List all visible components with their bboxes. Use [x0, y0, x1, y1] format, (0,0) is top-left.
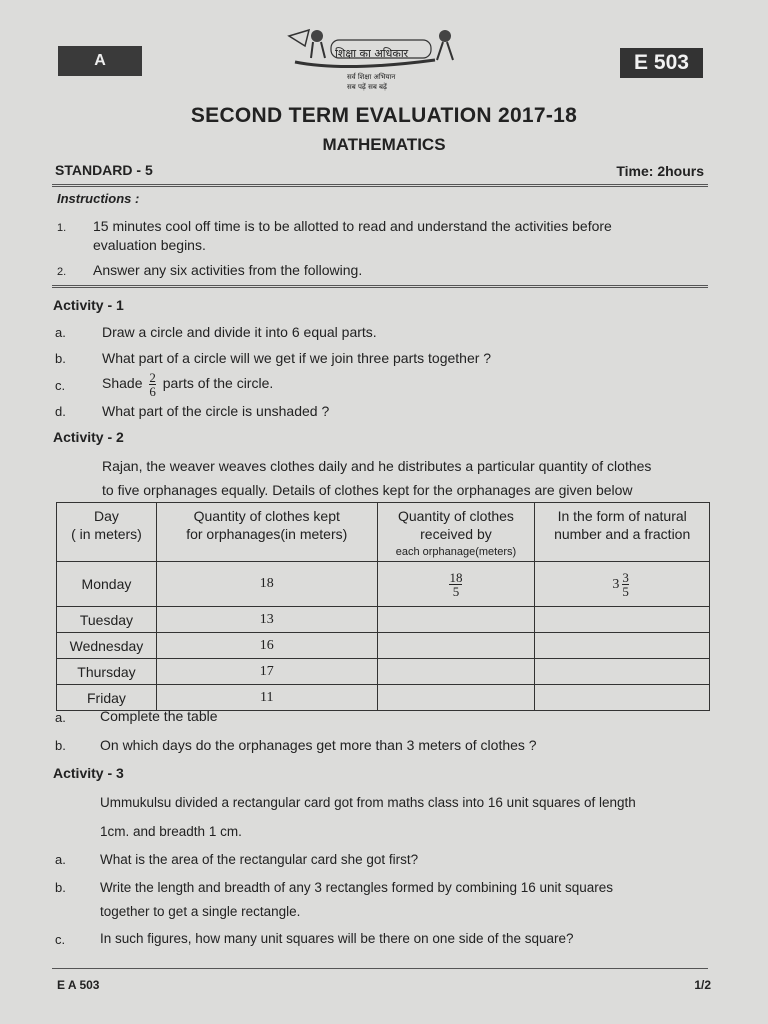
- logo-subtext: सर्व शिक्षा अभियान: [347, 73, 396, 81]
- day-cell: Wednesday: [57, 633, 157, 659]
- divider: [52, 184, 708, 187]
- instruction-text: 15 minutes cool off time is to be allotted to read and understand the activities before: [93, 218, 612, 234]
- table-header-cell: [377, 503, 535, 562]
- question-text: On which days do the orphanages get more than 3 meters of clothes ?: [100, 737, 537, 753]
- mixed-number-cell: [535, 607, 710, 633]
- header-text: received by: [420, 526, 492, 542]
- mixed-number-cell: [535, 562, 710, 607]
- table-header-cell: [535, 503, 710, 562]
- activity-heading: Activity - 3: [53, 765, 124, 781]
- fraction-numerator: 3: [622, 569, 629, 585]
- fraction-denominator: 5: [622, 583, 629, 599]
- table-row: [57, 607, 710, 633]
- clothes-table: [56, 502, 710, 711]
- logo-subtext: सब पढ़ें सब बढ़ें: [347, 83, 387, 91]
- quantity-cell: 11: [156, 685, 377, 711]
- header-text: each orphanage(meters): [395, 546, 517, 558]
- activity-intro: Rajan, the weaver weaves clothes daily and he distributes a particular quantity of clothes: [102, 458, 652, 474]
- question-text: In such figures, how many unit squares will be there on one side of the square?: [100, 931, 574, 946]
- shade-label: Shade: [102, 375, 143, 391]
- table-header-cell: [57, 503, 157, 562]
- quantity-cell: 17: [156, 659, 377, 685]
- day-cell: Friday: [57, 685, 157, 711]
- activity-intro: to five orphanages equally. Details of clothes kept for the orphanages are given below: [102, 482, 633, 498]
- question-label: b.: [55, 351, 66, 366]
- footer-code: E A 503: [57, 978, 100, 992]
- set-label-box: A: [58, 46, 142, 76]
- question-label: c.: [55, 932, 66, 947]
- fraction-denominator: 5: [449, 584, 462, 598]
- table-row: [57, 633, 710, 659]
- fraction-numerator: 18: [449, 569, 463, 585]
- logo-text: शिक्षा का अधिकार: [335, 47, 409, 60]
- activity-intro: Ummukulsu divided a rectangular card got from maths class into 16 unit squares of length: [100, 795, 636, 810]
- day-cell: Monday: [57, 562, 157, 607]
- subject-title: MATHEMATICS: [322, 135, 446, 154]
- fraction: [622, 571, 629, 598]
- page-number: 1/2: [694, 978, 711, 992]
- question-text: What part of the circle is unshaded ?: [102, 403, 330, 419]
- header-text: In the form of natural: [557, 508, 687, 524]
- footer-divider: [52, 968, 708, 969]
- fraction-numerator: 2: [149, 369, 156, 385]
- day-cell: Tuesday: [57, 607, 157, 633]
- mixed-whole: 3: [612, 576, 620, 592]
- mixed-number-cell: [535, 685, 710, 711]
- question-text: What part of a circle will we get if we join three parts together ?: [102, 350, 492, 366]
- standard-label: STANDARD - 5: [55, 162, 153, 178]
- instruction-text: evaluation begins.: [93, 237, 206, 253]
- fraction-cell: [377, 685, 535, 711]
- fraction: [449, 571, 462, 598]
- fraction: [149, 371, 156, 398]
- question-label: a.: [55, 710, 66, 725]
- instruction-text: Answer any six activities from the following.: [93, 262, 363, 278]
- question-label: c.: [55, 378, 66, 393]
- question-text: together to get a single rectangle.: [100, 904, 301, 919]
- table-row: [57, 659, 710, 685]
- activity-heading: Activity - 1: [53, 297, 124, 313]
- header-text: number and a fraction: [554, 526, 691, 542]
- table-header-row: [57, 503, 710, 562]
- fraction-cell: [377, 633, 535, 659]
- question-text: Write the length and breadth of any 3 rectangles formed by combining 16 unit squares: [100, 880, 614, 895]
- question-text: What is the area of the rectangular card she got first?: [100, 852, 419, 867]
- fraction-cell: [377, 607, 535, 633]
- quantity-cell: 18: [156, 562, 377, 607]
- paper-code-box: E 503: [620, 48, 703, 78]
- divider: [52, 285, 708, 288]
- quantity-cell: 16: [156, 633, 377, 659]
- table-row: [57, 562, 710, 607]
- header-text: for orphanages(in meters): [186, 526, 348, 542]
- instructions-heading: Instructions :: [57, 191, 140, 206]
- fraction-cell: [377, 659, 535, 685]
- question-text: Draw a circle and divide it into 6 equal parts.: [102, 324, 377, 340]
- instruction-number: 1.: [57, 222, 67, 234]
- activity-intro: 1cm. and breadth 1 cm.: [100, 824, 242, 839]
- question-label: a.: [55, 852, 66, 867]
- exam-title: SECOND TERM EVALUATION 2017-18: [190, 104, 578, 127]
- instruction-number: 2.: [57, 266, 67, 278]
- day-cell: Thursday: [57, 659, 157, 685]
- header-text: Quantity of clothes: [397, 508, 514, 524]
- time-label: Time: 2hours: [616, 163, 704, 179]
- fraction-cell: [377, 562, 535, 607]
- mixed-number-cell: [535, 659, 710, 685]
- question-text: Complete the table: [100, 708, 218, 724]
- shade-suffix: parts of the circle.: [162, 375, 274, 391]
- header-text: Day: [94, 508, 119, 524]
- header-text: ( in meters): [71, 526, 142, 542]
- fraction-denominator: 6: [149, 383, 156, 399]
- question-text: [102, 366, 273, 400]
- question-label: b.: [55, 880, 66, 895]
- question-label: d.: [55, 404, 66, 419]
- table-header-cell: [156, 503, 377, 562]
- mixed-number-cell: [535, 633, 710, 659]
- header-text: Quantity of clothes kept: [193, 508, 340, 524]
- activity-heading: Activity - 2: [53, 429, 124, 445]
- quantity-cell: 13: [156, 607, 377, 633]
- question-label: b.: [55, 738, 66, 753]
- question-label: a.: [55, 325, 66, 340]
